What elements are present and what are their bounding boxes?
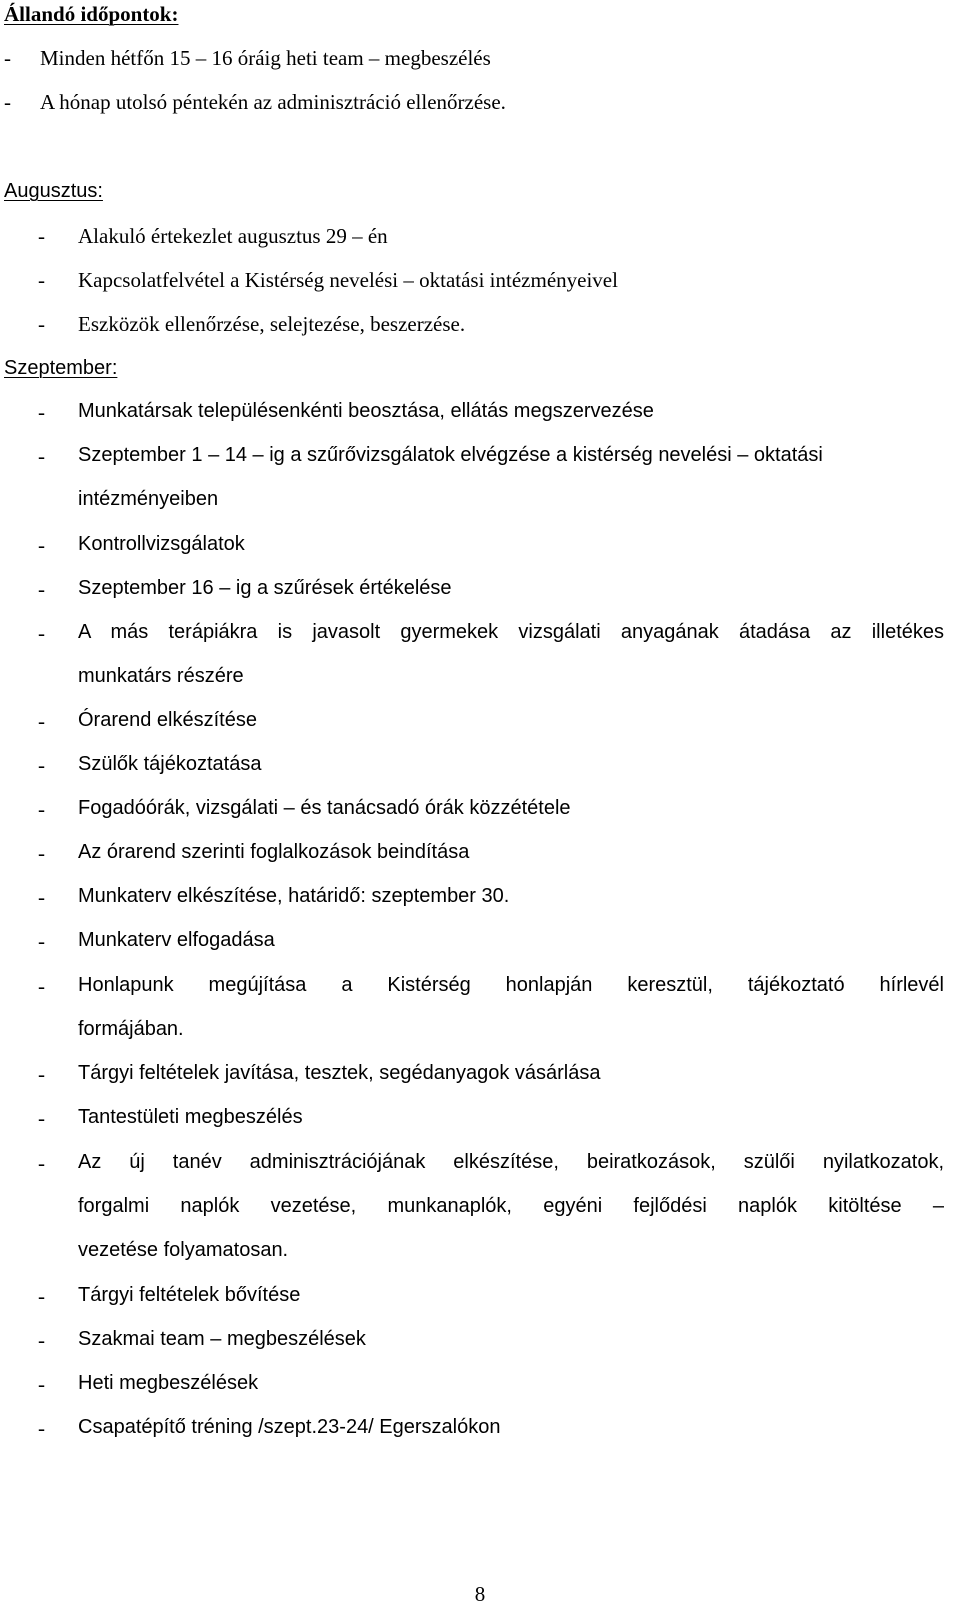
page-number: 8 (474, 1582, 486, 1606)
heading-allando-idopontok: Állandó időpontok: (4, 2, 179, 26)
heading-augusztus: Augusztus: (4, 180, 103, 202)
document-page: Állandó időpontok: - Minden hétfőn 15 – 16 óráig heti team – megbeszélés - A hónap utolsó péntekén az adminisztráció ellenőrzése. Augusztus: - Alakuló értekezlet augusztus 29 – én - Kapcsolatfelvétel a Kistérség nevelési – oktatási intézményeivel - Eszközök ellenőrzése, selejtezése, beszerzése. Szeptember: - Munkatársak településenkénti beosztása, ellátás megszervezése - Szeptember 1 – 14 – ig a szűrővizsgálatok elvégzése a kistérség nevelési – oktatási intézményeiben - Kontrollvizsgálatok - Szeptember 16 – ig a szűrések értékelése - A más terápiákra is javasolt gyermekek vizsgálati anyagának átadása az illetékes munkatárs részére - Órarend elkészítése - Szülők tájékoztatása - Fogadóórák, vizsgálati – és tanácsadó órák közzététele - Az órarend szerinti foglalkozások beindítása - Munkaterv elkészítése, határidő: szeptember 30. - Munkaterv elfogadása - Honlapunk megújítása a Kistérség honlapján keresztül, tájékoztató hírlevél formájában. - Tárgyi feltételek javítása, tesztek, segédanyagok vásárlása - Tantestületi megbeszélés - Az új tanév adminisztrációjának elkészítése, beiratkozások, szülői nyilatkozatok, forgalmi naplók vezetése, munkanaplók, egyéni fejlődési naplók kitöltése – vezetése folyamatosan. - Tárgyi feltételek bővítése - Szakmai team – megbeszélések - Heti megbeszélések - Csapatépítő tréning /szept.23-24/ Egerszalókon 8 (0, 0, 960, 1608)
heading-szeptember: Szeptember: (4, 357, 118, 379)
